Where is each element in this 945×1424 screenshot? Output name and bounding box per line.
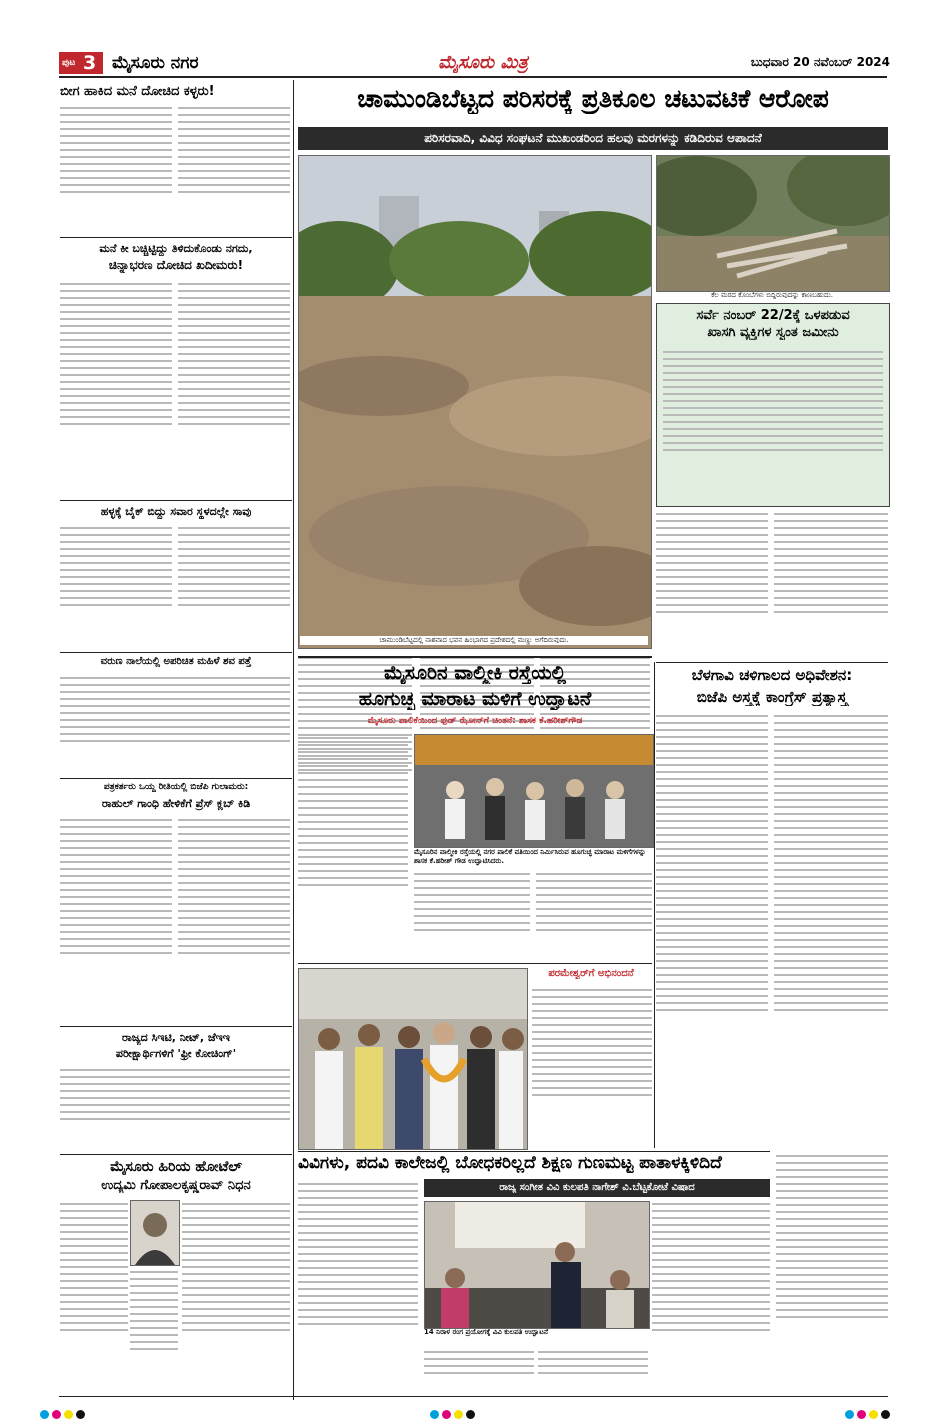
divider: [60, 652, 292, 653]
mid-article-col-1: [298, 734, 408, 960]
mid-headline-2: ಹೂಗುಚ್ಛ ಮಾರಾಟ ಮಳಿಗೆ ಉದ್ಘಾಟನೆ: [358, 688, 592, 710]
cyan-dot-icon: [40, 1410, 49, 1419]
left-headline-5a: ಪತ್ರಕರ್ತರು ಒಯ್ದ ರೀತಿಯಲ್ಲಿ ಬಿಜೆಪಿ ಗುಲಾಮರು:: [103, 782, 249, 792]
bottom-headline: ವಿವಿಗಳು, ಪದವಿ ಕಾಲೇಜಲ್ಲಿ ಬೋಧಕರಿಲ್ಲದೆ ಶಿಕ್ಷಣ ಗುಣಮಟ್ಟ ಪಾತಾಳಕ್ಕಿಳಿದಿದೆ: [298, 1153, 722, 1173]
cyan-dot-icon: [845, 1410, 854, 1419]
mid-felicitation-body: [532, 986, 652, 1146]
left-headline-3: ಹಳ್ಳಕ್ಕೆ ಬೈಕ್ ಬಿದ್ದು ಸವಾರ ಸ್ಥಳದಲ್ಲೇ ಸಾವು: [100, 505, 252, 518]
right-headline-1: ಬೆಳಗಾವಿ ಚಳಿಗಾಲದ ಅಧಿವೇಶನ:: [691, 666, 853, 684]
right-article-col-1: [656, 712, 768, 1148]
right-headline-2: ಬಿಜೆಪಿ ಅಸ್ತ್ರಕ್ಕೆ ಕಾಂಗ್ರೆಸ್ ಪ್ರತ್ಯಾಸ್ತ್ರ: [696, 688, 848, 706]
divider: [60, 500, 292, 501]
print-marks-center: [430, 1404, 478, 1423]
left-column-rule: [293, 80, 294, 1400]
yellow-dot-icon: [869, 1410, 878, 1419]
magenta-dot-icon: [857, 1410, 866, 1419]
bottom-article-col-4: [424, 1348, 534, 1392]
felicitation-image: [299, 969, 527, 1149]
lead-sidebar-body: [663, 348, 883, 502]
page-label: ಪುಟ: [62, 58, 76, 68]
bottom-article-col-2: [652, 1200, 770, 1392]
bottom-article-col-1: [298, 1180, 418, 1392]
left-headline-6a: ರಾಜ್ಯದ ಸಿಇಟಿ, ನೀಟ್, ಜೆಇಇ: [122, 1031, 230, 1044]
page-number-box: [59, 52, 103, 74]
issue-date: ಬುಧವಾರ 20 ನವೆಂಬರ್ 2024: [750, 55, 890, 69]
left-article-7-body: [60, 1200, 128, 1392]
print-marks-left: [40, 1404, 88, 1423]
left-article-1-body-b: [178, 104, 290, 234]
lead-subhead-bar: [298, 127, 888, 150]
bottom-photo-caption: 14 ನಿರಾಳ ರಂಗ ಪ್ರಯೋಗಕ್ಕೆ ವಿವಿ ಕುಲಪತಿ ಉದ್ಘಾಟನೆ: [424, 1328, 548, 1336]
left-headline-7b: ಉದ್ಯಮಿ ಗೋಪಾಲಕೃಷ್ಣರಾವ್ ನಿಧನ: [101, 1178, 251, 1193]
lead-sidebar: [656, 303, 890, 507]
inauguration-image: [415, 735, 653, 847]
bottom-subhead-bar: [424, 1179, 770, 1197]
mid-article-col-2: [414, 870, 530, 960]
mid-photo: [414, 734, 654, 848]
left-article-1-body: [60, 104, 172, 234]
yellow-dot-icon: [64, 1410, 73, 1419]
lead-body-column-5-actual: [774, 510, 888, 660]
yellow-dot-icon: [454, 1410, 463, 1419]
left-article-3-body: [60, 524, 172, 648]
left-article-7-body-c: [182, 1200, 290, 1392]
divider: [60, 778, 292, 779]
right-column-rule: [654, 662, 655, 1148]
left-headline-5b: ರಾಹುಲ್ ಗಾಂಧಿ ಹೇಳಿಕೆಗೆ ಪ್ರೆಸ್ ಕ್ಲಬ್ ಕಿಡಿ: [101, 797, 251, 810]
bottom-subhead: ರಾಜ್ಯ ಸಂಗೀತ ವಿವಿ ಕುಲಪತಿ ನಾಗೇಶ್ ವಿ.ಬೆಟ್ಟಕೋಟೆ ವಿಷಾದ: [499, 1182, 695, 1193]
lead-headline: ಚಾಮುಂಡಿಬೆಟ್ಟದ ಪರಿಸರಕ್ಕೆ ಪ್ರತಿಕೂಲ ಚಟುವಟಿಕೆ ಆರೋಪ: [357, 84, 829, 113]
divider: [60, 237, 292, 238]
left-article-5-body: [60, 816, 172, 1022]
left-article-5-body-b: [178, 816, 290, 1022]
bottom-article-col-5: [538, 1348, 648, 1392]
mid-article-col-3: [536, 870, 652, 960]
felicitation-photo: [298, 968, 528, 1150]
fallen-branches-image: [657, 156, 889, 291]
lead-sidebar-head-2: ಖಾಸಗಿ ವ್ಯಕ್ತಿಗಳ ಸ್ವಂತ ಜಮೀನು: [707, 325, 839, 340]
left-article-4-body: [60, 674, 290, 774]
print-marks-right: [845, 1404, 893, 1423]
left-article-6-body: [60, 1066, 290, 1150]
paper-name: ಮೈಸೂರು ಮಿತ್ರ: [438, 52, 528, 73]
mid-headline-felicitation: ಪರಮೇಶ್ವರ್‌ಗೆ ಅಭಿನಂದನೆ: [548, 968, 634, 979]
divider: [656, 662, 888, 663]
lead-body-column-4-actual: [656, 510, 768, 660]
lead-photo-2-caption: ಕೆಲ ಮರದ ಕೊಂಬೆಗಳು ಬಿದ್ದಿರುವುದನ್ನು ಕಾಣಬಹುದು.: [711, 291, 833, 299]
lead-subhead: ಪರಿಸರವಾದಿ, ವಿವಿಧ ಸಂಘಟನೆ ಮುಖಂಡರಿಂದ ಹಲವು ಮರಗಳನ್ನು ಕಡಿದಿರುವ ಆಪಾದನೆ: [424, 131, 762, 145]
left-article-2-body-b: [178, 280, 290, 496]
lead-sidebar-head-1: ಸರ್ವೆ ನಂಬರ್ 22/2ಕ್ಕೆ ಒಳಪಡುವ: [696, 308, 850, 323]
masthead-rule: [59, 76, 887, 78]
mid-photo-caption: ಮೈಸೂರಿನ ವಾಲ್ಮೀಕಿ ರಸ್ತೆಯಲ್ಲಿ ನಗರ ಪಾಲಿಕೆ ವತಿಯಿಂದ ನಿರ್ಮಿಸಿರುವ ಹೂಗುಚ್ಛ ಮಾರಾಟ ಮಳಿಗೆಗಳನ್ನು ಶಾಸಕ ಕೆ.ಹರೀಶ್ ಗೌಡ ಉದ್ಘಾಟಿಸಿದರು.: [414, 848, 646, 865]
left-article-7-body-b: [130, 1268, 178, 1392]
divider: [298, 963, 652, 964]
cyan-dot-icon: [430, 1410, 439, 1419]
person-portrait-icon: [131, 1201, 179, 1265]
right-article-col-2: [774, 712, 888, 1148]
mid-subhead: ಮೈಸೂರು ಪಾಲಿಕೆಯಿಂದ ಫುಡ್ ಝೋನ್‌ಗೆ ಚಿಂತನೆ: ಶಾಸಕ ಕೆ.ಹರೀಶ್‌ಗೌಡ: [367, 716, 583, 726]
mid-headline-1: ಮೈಸೂರಿನ ವಾಲ್ಮೀಕಿ ರಸ್ತೆಯಲ್ಲಿ: [383, 662, 567, 684]
divider: [60, 1154, 292, 1155]
left-headline-6b: ಪರೀಕ್ಷಾರ್ಥಿಗಳಿಗೆ 'ಫ್ರೀ ಕೋಚಿಂಗ್': [115, 1047, 237, 1060]
left-headline-2a: ಮನೆ ಕೀ ಬಚ್ಚಿಟ್ಟಿದ್ದು ತಿಳಿದುಕೊಂಡು ನಗದು,: [99, 242, 253, 255]
divider: [60, 1026, 292, 1027]
page-number: 3: [83, 52, 97, 74]
left-headline-4: ವರುಣ ನಾಲೆಯಲ್ಲಿ ಅಪರಿಚಿತ ಮಹಿಳೆ ಶವ ಪತ್ತೆ: [100, 656, 252, 667]
left-article-3-body-b: [178, 524, 290, 648]
black-dot-icon: [881, 1410, 890, 1419]
lead-photo-1: [298, 155, 652, 649]
bottom-rule: [59, 1396, 888, 1397]
black-dot-icon: [76, 1410, 85, 1419]
left-headline-7a: ಮೈಸೂರು ಹಿರಿಯ ಹೋಟೆಲ್: [110, 1159, 242, 1175]
divider: [298, 656, 652, 658]
magenta-dot-icon: [52, 1410, 61, 1419]
section-title: ಮೈಸೂರು ನಗರ: [112, 53, 199, 73]
left-article-2-body: [60, 280, 172, 496]
magenta-dot-icon: [442, 1410, 451, 1419]
bottom-photo: [424, 1201, 650, 1329]
landscape-image: [299, 156, 651, 648]
black-dot-icon: [466, 1410, 475, 1419]
bottom-article-col-3: [776, 1152, 888, 1392]
obituary-portrait: [130, 1200, 180, 1266]
left-headline-2b: ಚಿನ್ನಾಭರಣ ದೋಚಿದ ಖದೀಮರು!: [108, 258, 244, 272]
lead-photo-2: [656, 155, 890, 292]
seminar-image: [425, 1202, 649, 1328]
left-headline-1: ಬೀಗ ಹಾಕಿದ ಮನೆ ದೋಚಿದ ಕಳ್ಳರು!: [60, 84, 215, 99]
divider: [298, 1151, 770, 1152]
lead-photo-1-caption: ಚಾಮುಂಡಿಬೆಟ್ಟದಲ್ಲಿ ನಾಶವಾದ ಭವನ ಹಿಂಭಾಗದ ಪ್ರದೇಶದಲ್ಲಿ ಮಣ್ಣು ಅಗೆದಿರುವುದು.: [300, 636, 648, 645]
